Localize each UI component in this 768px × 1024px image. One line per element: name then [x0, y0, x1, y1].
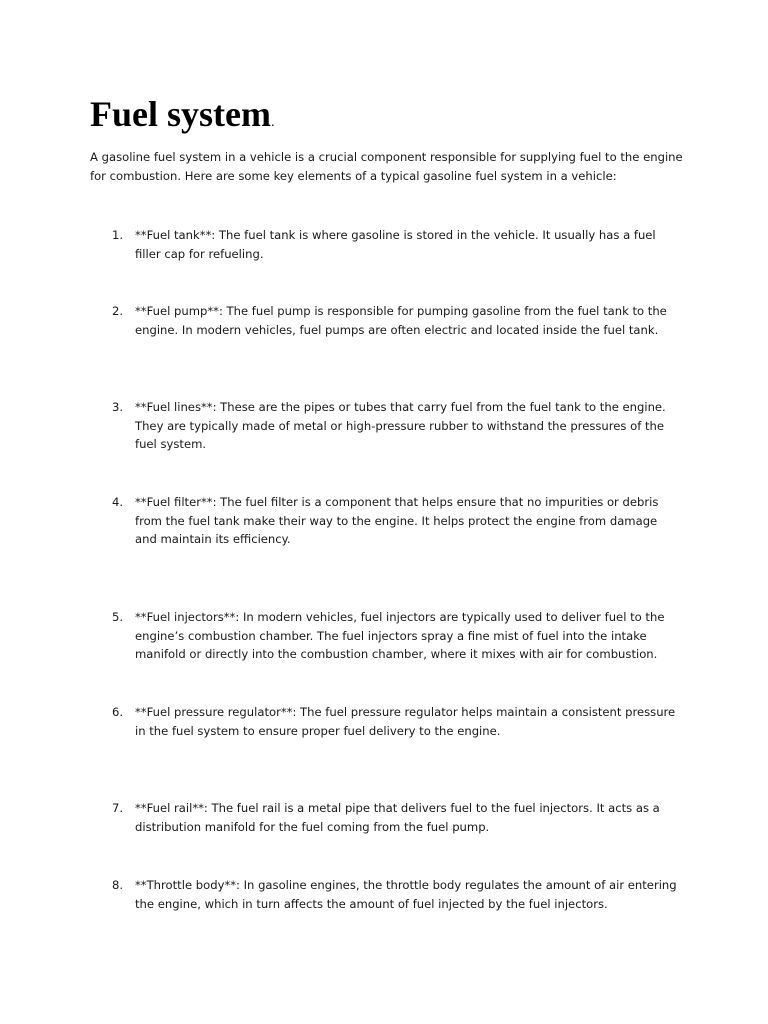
- page-title: [90, 92, 274, 145]
- list-item-fuel-lines: [112, 398, 687, 454]
- list-item-text: **Fuel injectors**: In modern vehicles, fuel injectors are typically used to deliver fuel to the engine’s combustion chamber. The fuel injectors spray a fine mist of fuel into the intake manifold or directly into the combustion chamber, where it mixes with air for combustion.: [135, 610, 665, 662]
- list-item-fuel-rail: [112, 799, 687, 836]
- list-item-text: **Throttle body**: In gasoline engines, the throttle body regulates the amount of air entering the engine, which in turn affects the amount of fuel injected by the fuel injectors.: [135, 878, 677, 911]
- list-item-fuel-filter: [112, 493, 687, 549]
- list-item-number: 7.: [112, 801, 124, 815]
- list-item-number: 4.: [112, 495, 124, 509]
- list-item-text: **Fuel pump**: The fuel pump is responsible for pumping gasoline from the fuel tank to the engine. In modern vehicles, fuel pumps are often electric and located inside the fuel tank.: [135, 304, 667, 337]
- list-item-fuel-pressure-regulator: [112, 703, 687, 740]
- list-item-fuel-tank: [112, 226, 687, 263]
- list-item-number: 3.: [112, 400, 124, 414]
- list-item-text: **Fuel filter**: The fuel filter is a component that helps ensure that no impurities or debris from the fuel tank make their way to the engine. It helps protect the engine from damage and maintain its efficiency.: [135, 495, 659, 547]
- list-item-number: 2.: [112, 304, 124, 318]
- list-item-number: 5.: [112, 610, 124, 624]
- list-item-text: **Fuel tank**: The fuel tank is where gasoline is stored in the vehicle. It usually has a fuel filler cap for refueling.: [135, 228, 656, 261]
- list-item-number: 1.: [112, 228, 124, 242]
- list-item-number: 6.: [112, 705, 124, 719]
- list-item-fuel-injectors: [112, 608, 687, 664]
- list-item-text: **Fuel pressure regulator**: The fuel pressure regulator helps maintain a consistent pressure in the fuel system to ensure proper fuel delivery to the engine.: [135, 705, 676, 738]
- list-item-fuel-pump: [112, 302, 687, 339]
- list-item-text: **Fuel rail**: The fuel rail is a metal pipe that delivers fuel to the fuel injectors. It acts as a distribution manifold for the fuel coming from the fuel pump.: [135, 801, 660, 834]
- list-item-text: **Fuel lines**: These are the pipes or tubes that carry fuel from the fuel tank to the engine. They are typically made of metal or high-pressure rubber to withstand the pressures of the fuel system.: [135, 400, 666, 452]
- list-item-number: 8.: [112, 878, 124, 892]
- title-suffix: .: [270, 115, 275, 130]
- list-item-throttle-body: [112, 876, 687, 913]
- intro-paragraph: A gasoline fuel system in a vehicle is a crucial component responsible for supplying fuel to the engine for combustion. Here are some key elements of a typical gasoline fuel system in a vehicle:: [90, 150, 683, 183]
- title-text: Fuel system: [90, 94, 271, 134]
